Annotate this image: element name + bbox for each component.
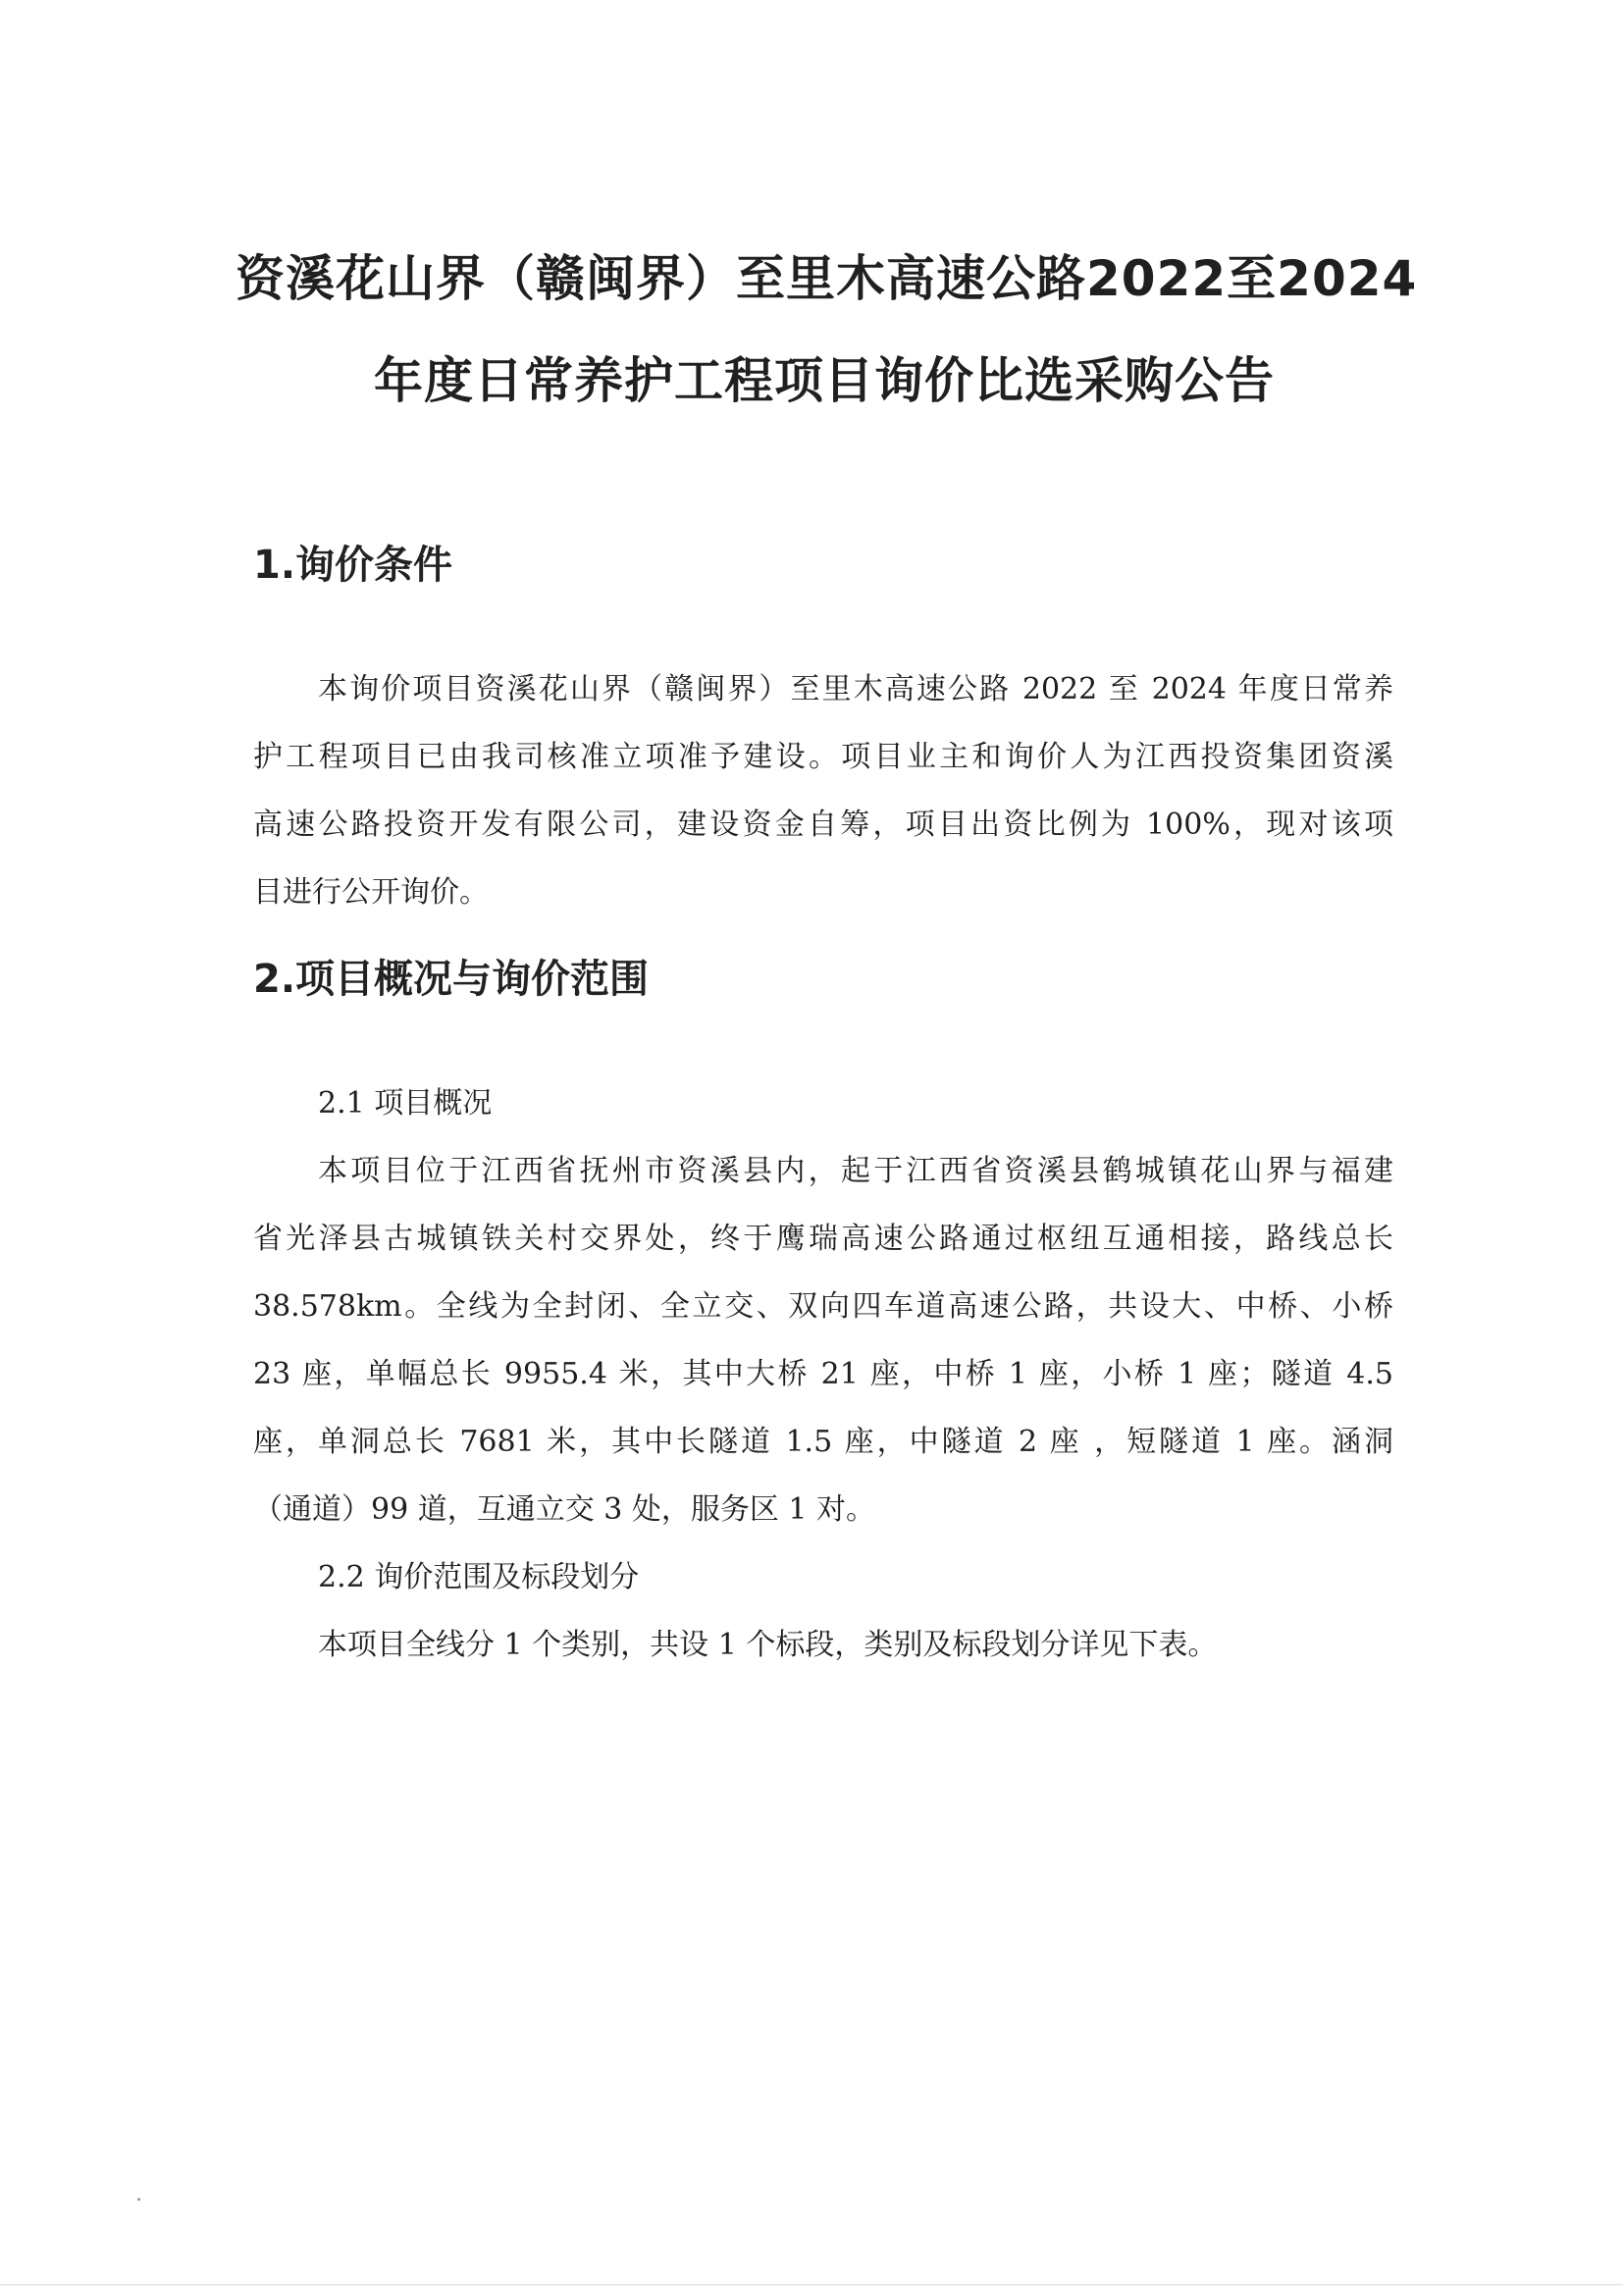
scope-paragraph: 本项目全线分 1 个类别，共设 1 个标段，类别及标段划分详见下表。 bbox=[318, 1628, 1218, 1662]
scan-speck bbox=[137, 2198, 140, 2201]
subsection-2-1-heading: 2.1 项目概况 bbox=[318, 1086, 493, 1121]
section-1-heading: 1.询价条件 bbox=[253, 543, 453, 588]
paragraph-line: 本询价项目资溪花山界（赣闽界）至里木高速公路 2022 至 2024 年度日常养 bbox=[318, 672, 1393, 706]
title-line-1: 资溪花山界（赣闽界）至里木高速公路2022至2024 bbox=[236, 250, 1418, 307]
title-line-2: 年度日常养护工程项目询价比选采购公告 bbox=[374, 352, 1275, 409]
paragraph-line: 38.578km。全线为全封闭、全立交、双向四车道高速公路，共设大、中桥、小桥 bbox=[253, 1289, 1393, 1324]
scan-edge-line bbox=[0, 2284, 1623, 2285]
paragraph-line: 本项目位于江西省抚州市资溪县内，起于江西省资溪县鹤城镇花山界与福建 bbox=[318, 1154, 1393, 1188]
document-title bbox=[236, 228, 1418, 432]
subsection-2-2-heading: 2.2 询价范围及标段划分 bbox=[318, 1560, 640, 1594]
paragraph-line: 高速公路投资开发有限公司，建设资金自筹，项目出资比例为 100%，现对该项 bbox=[253, 808, 1393, 842]
section-1-paragraph bbox=[253, 655, 1393, 926]
paragraph-line: 省光泽县古城镇铁关村交界处，终于鹰瑞高速公路通过枢纽互通相接，路线总长 bbox=[253, 1222, 1393, 1256]
paragraph-line: 座，单洞总长 7681 米，其中长隧道 1.5 座，中隧道 2 座 ，短隧道 1 座。涵洞 bbox=[253, 1425, 1393, 1459]
paragraph-line: （通道）99 道，互通立交 3 处，服务区 1 对。 bbox=[253, 1492, 876, 1527]
paragraph-line: 目进行公开询价。 bbox=[253, 875, 489, 910]
paragraph-line: 23 座，单幅总长 9955.4 米，其中大桥 21 座，中桥 1 座，小桥 1 座；隧道 4.5 bbox=[253, 1357, 1393, 1391]
paragraph-line: 护工程项目已由我司核准立项准予建设。项目业主和询价人为江西投资集团资溪 bbox=[253, 740, 1393, 774]
section-2-heading: 2.项目概况与询价范围 bbox=[253, 957, 650, 1002]
project-overview-paragraph bbox=[253, 1137, 1393, 1543]
